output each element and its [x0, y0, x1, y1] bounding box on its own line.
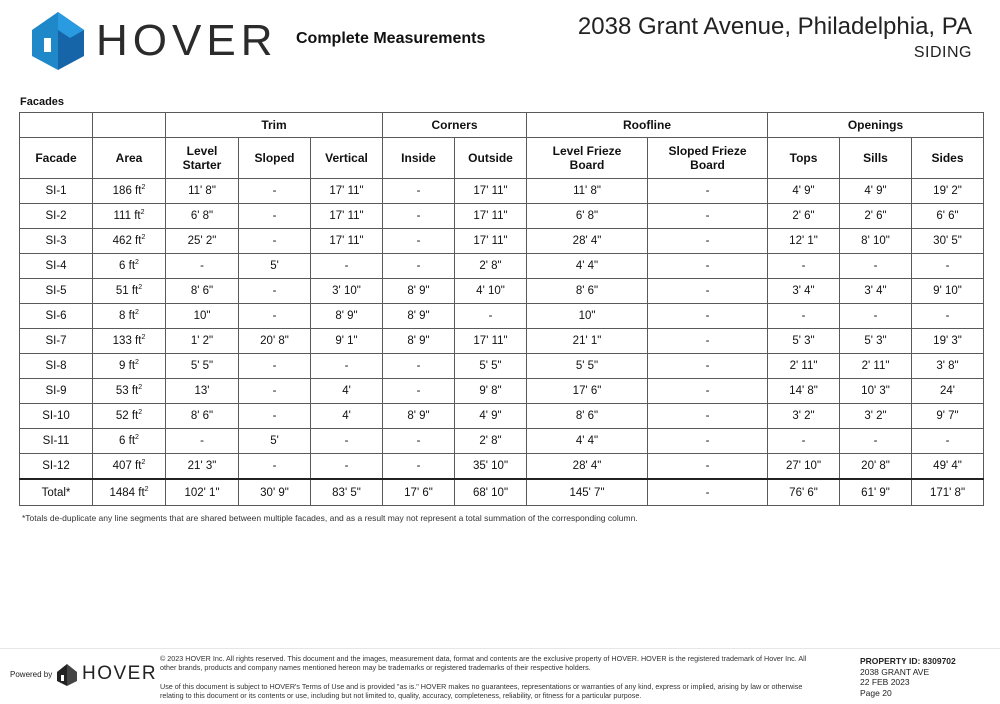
cell-sills: -	[840, 254, 912, 279]
cell-vertical: 3' 10"	[311, 279, 383, 304]
area-unit-exponent: 2	[135, 309, 139, 317]
property-short-address: 2038 GRANT AVE	[860, 666, 930, 677]
cell-sloped: 5'	[239, 254, 311, 279]
cell-area	[93, 229, 166, 254]
legal-terms: Use of this document is subject to HOVER's Terms of Use and is provided "as is." HOVER makes no guarantees, representations or warranties of any kind, express or implied, arising by law or otherwise relating to this document or its contents or use, including but not limited to, quality, accuracy, completeness, reliability, or fitness for a particular purpose.	[160, 682, 803, 700]
cell-outside: 17' 11"	[455, 229, 527, 254]
area-unit: ft	[128, 260, 136, 272]
cell-facade: SI-7	[20, 329, 93, 354]
area-unit: ft	[128, 435, 136, 447]
cell-sloped-frieze: -	[648, 279, 768, 304]
column-header-area: Area	[93, 138, 166, 179]
cell-facade: SI-12	[20, 454, 93, 480]
cell-level-frieze: 28' 4"	[527, 229, 648, 254]
cell-level-frieze: 28' 4"	[527, 454, 648, 480]
table-row	[20, 454, 984, 480]
cell-sloped: -	[239, 204, 311, 229]
cell-tops: 3' 4"	[768, 279, 840, 304]
cell-outside: -	[455, 304, 527, 329]
cell-tops: 2' 6"	[768, 204, 840, 229]
column-header-facade: Facade	[20, 138, 93, 179]
area-unit-exponent: 2	[141, 459, 146, 467]
cell-level-frieze: 21' 1"	[527, 329, 648, 354]
area-unit-exponent: 2	[138, 409, 143, 417]
cell-level-starter: 21' 3"	[166, 454, 239, 480]
cell-inside: -	[383, 454, 455, 480]
area-unit-exponent: 2	[144, 485, 149, 493]
cell-sides: 30' 5"	[912, 229, 984, 254]
cell-level-starter: 1' 2"	[166, 329, 239, 354]
cell-facade: SI-4	[20, 254, 93, 279]
cell-sills: -	[840, 429, 912, 454]
cell-level-starter: 102' 1"	[166, 479, 239, 506]
cell-sills: 3' 4"	[840, 279, 912, 304]
cell-sloped-frieze: -	[648, 379, 768, 404]
cell-level-starter: 6' 8"	[166, 204, 239, 229]
area-unit: ft	[131, 285, 139, 297]
cell-facade: SI-8	[20, 354, 93, 379]
area-unit-exponent: 2	[138, 384, 143, 392]
cell-sloped-frieze: -	[648, 404, 768, 429]
cell-facade: SI-11	[20, 429, 93, 454]
cell-tops: 14' 8"	[768, 379, 840, 404]
area-unit: ft	[128, 360, 136, 372]
area-unit: ft	[128, 310, 136, 322]
cell-outside: 5' 5"	[455, 354, 527, 379]
hover-footer-logo-icon	[56, 663, 78, 687]
cell-sides: 49' 4"	[912, 454, 984, 480]
cell-facade: SI-3	[20, 229, 93, 254]
cell-sloped: 30' 9"	[239, 479, 311, 506]
cell-facade: SI-2	[20, 204, 93, 229]
area-value: 9	[119, 360, 126, 372]
cell-vertical: 17' 11"	[311, 179, 383, 204]
table-row	[20, 429, 984, 454]
footer-brand-wordmark: HOVER	[82, 663, 158, 684]
cell-level-starter: -	[166, 254, 239, 279]
report-date: 22 FEB 2023	[860, 677, 910, 687]
report-type: SIDING	[913, 44, 972, 61]
cell-sides: 3' 8"	[912, 354, 984, 379]
group-header-blank	[20, 113, 93, 138]
column-header-inside: Inside	[383, 138, 455, 179]
property-id: PROPERTY ID: 8309702	[860, 656, 956, 666]
cell-area	[93, 454, 166, 480]
cell-inside: -	[383, 229, 455, 254]
table-row	[20, 404, 984, 429]
cell-vertical: 9' 1"	[311, 329, 383, 354]
cell-outside: 17' 11"	[455, 204, 527, 229]
area-value: 462	[112, 235, 132, 247]
cell-inside: -	[383, 254, 455, 279]
group-header-roofline: Roofline	[527, 113, 768, 138]
cell-level-starter: 13'	[166, 379, 239, 404]
column-header-tops: Tops	[768, 138, 840, 179]
cell-tops: 3' 2"	[768, 404, 840, 429]
area-unit-exponent: 2	[138, 284, 143, 292]
cell-sloped-frieze: -	[648, 329, 768, 354]
cell-facade: SI-10	[20, 404, 93, 429]
cell-sills: 2' 11"	[840, 354, 912, 379]
cell-sloped-frieze: -	[648, 354, 768, 379]
column-header-outside: Outside	[455, 138, 527, 179]
cell-outside: 2' 8"	[455, 254, 527, 279]
group-header-openings: Openings	[768, 113, 984, 138]
cell-level-frieze: 145' 7"	[527, 479, 648, 506]
cell-sides: -	[912, 429, 984, 454]
cell-inside: 8' 9"	[383, 329, 455, 354]
cell-vertical: -	[311, 354, 383, 379]
cell-level-frieze: 11' 8"	[527, 179, 648, 204]
property-meta	[860, 656, 956, 698]
cell-sills: 4' 9"	[840, 179, 912, 204]
property-address: 2038 Grant Avenue, Philadelphia, PA	[577, 13, 972, 40]
cell-sides: 6' 6"	[912, 204, 984, 229]
cell-tops: 27' 10"	[768, 454, 840, 480]
column-header-sills: Sills	[840, 138, 912, 179]
table-row	[20, 279, 984, 304]
area-unit: ft	[135, 460, 142, 472]
cell-sloped-frieze: -	[648, 454, 768, 480]
cell-outside: 17' 11"	[455, 179, 527, 204]
cell-outside: 17' 11"	[455, 329, 527, 354]
cell-sills: -	[840, 304, 912, 329]
cell-outside: 68' 10"	[455, 479, 527, 506]
cell-vertical: 8' 9"	[311, 304, 383, 329]
cell-sills: 2' 6"	[840, 204, 912, 229]
cell-area	[93, 279, 166, 304]
cell-facade: SI-5	[20, 279, 93, 304]
table-row	[20, 229, 984, 254]
area-unit-exponent: 2	[135, 259, 139, 267]
cell-sides: 19' 2"	[912, 179, 984, 204]
cell-facade: SI-6	[20, 304, 93, 329]
cell-sloped-frieze: -	[648, 229, 768, 254]
cell-sloped: 20' 8"	[239, 329, 311, 354]
cell-facade: SI-9	[20, 379, 93, 404]
cell-sloped: -	[239, 404, 311, 429]
cell-level-starter: 5' 5"	[166, 354, 239, 379]
total-row	[20, 479, 984, 506]
cell-level-starter: 8' 6"	[166, 279, 239, 304]
cell-tops: 4' 9"	[768, 179, 840, 204]
cell-area	[93, 354, 166, 379]
area-value: 6	[119, 260, 126, 272]
cell-level-frieze: 4' 4"	[527, 429, 648, 454]
cell-facade: SI-1	[20, 179, 93, 204]
cell-area	[93, 429, 166, 454]
cell-sills: 20' 8"	[840, 454, 912, 480]
cell-inside: -	[383, 354, 455, 379]
cell-area	[93, 404, 166, 429]
facades-table	[19, 112, 984, 506]
cell-vertical: 4'	[311, 404, 383, 429]
cell-area	[93, 179, 166, 204]
cell-level-frieze: 17' 6"	[527, 379, 648, 404]
cell-inside: 8' 9"	[383, 279, 455, 304]
column-header-row	[20, 138, 984, 179]
cell-sides: 19' 3"	[912, 329, 984, 354]
cell-area	[93, 379, 166, 404]
cell-level-frieze: 10"	[527, 304, 648, 329]
cell-tops: 12' 1"	[768, 229, 840, 254]
cell-level-frieze: 5' 5"	[527, 354, 648, 379]
area-unit-exponent: 2	[135, 434, 139, 442]
cell-tops: -	[768, 429, 840, 454]
area-value: 53	[115, 385, 129, 397]
cell-level-starter: 10"	[166, 304, 239, 329]
cell-inside: 8' 9"	[383, 304, 455, 329]
cell-level-starter: -	[166, 429, 239, 454]
cell-level-frieze: 8' 6"	[527, 404, 648, 429]
cell-sides: 9' 7"	[912, 404, 984, 429]
brand-wordmark: HOVER	[96, 16, 278, 65]
area-value: 52	[115, 410, 129, 422]
area-unit: ft	[131, 410, 139, 422]
cell-sloped: -	[239, 354, 311, 379]
section-label: Facades	[20, 96, 65, 108]
cell-sides: -	[912, 304, 984, 329]
cell-inside: -	[383, 429, 455, 454]
cell-sides: 171' 8"	[912, 479, 984, 506]
report-header	[0, 0, 1000, 90]
cell-sloped: 5'	[239, 429, 311, 454]
area-unit-exponent: 2	[141, 184, 146, 192]
area-unit: ft	[138, 486, 145, 499]
cell-sills: 3' 2"	[840, 404, 912, 429]
cell-sloped-frieze: -	[648, 304, 768, 329]
cell-outside: 35' 10"	[455, 454, 527, 480]
area-value: 407	[112, 460, 132, 472]
area-unit-exponent: 2	[135, 359, 139, 367]
cell-level-frieze: 8' 6"	[527, 279, 648, 304]
area-value: 111	[113, 210, 131, 222]
cell-sloped-frieze: -	[648, 254, 768, 279]
page-number: Page 20	[860, 687, 892, 698]
cell-tops: -	[768, 304, 840, 329]
cell-vertical: -	[311, 429, 383, 454]
cell-inside: -	[383, 204, 455, 229]
table-row	[20, 379, 984, 404]
column-header-vertical: Vertical	[311, 138, 383, 179]
legal-copyright: © 2023 HOVER Inc. All rights reserved. This document and the images, measurement data, format and contents are the exclusive property of HOVER. HOVER is the registered trademark of Hover Inc. All other brands, products and company names mentioned hereon may be trademarks or registered trademarks of their respective holders.	[160, 654, 807, 672]
group-header-trim: Trim	[166, 113, 383, 138]
column-header-level-frieze-board: Level Frieze Board	[527, 138, 648, 179]
cell-level-starter: 25' 2"	[166, 229, 239, 254]
cell-sides: -	[912, 254, 984, 279]
cell-level-starter: 8' 6"	[166, 404, 239, 429]
table-row	[20, 254, 984, 279]
cell-outside: 4' 9"	[455, 404, 527, 429]
cell-vertical: -	[311, 454, 383, 480]
footer-divider	[0, 648, 1000, 649]
cell-sills: 61' 9"	[840, 479, 912, 506]
cell-tops: 2' 11"	[768, 354, 840, 379]
cell-tops: 76' 6"	[768, 479, 840, 506]
area-unit: ft	[135, 185, 142, 197]
column-header-sloped-frieze-board: Sloped Frieze Board	[648, 138, 768, 179]
area-unit: ft	[135, 335, 142, 347]
cell-sloped: -	[239, 279, 311, 304]
cell-inside: -	[383, 379, 455, 404]
column-header-level-starter: Level Starter	[166, 138, 239, 179]
cell-facade: Total*	[20, 479, 93, 506]
cell-sloped-frieze: -	[648, 179, 768, 204]
table-row	[20, 304, 984, 329]
cell-area	[93, 254, 166, 279]
cell-vertical: 17' 11"	[311, 204, 383, 229]
facades-table-body	[20, 179, 984, 506]
cell-outside: 2' 8"	[455, 429, 527, 454]
table-row	[20, 204, 984, 229]
cell-level-starter: 11' 8"	[166, 179, 239, 204]
totals-footnote: *Totals de-duplicate any line segments that are shared between multiple facades, and as a result may not represent a total summation of the corresponding column.	[22, 513, 638, 523]
cell-area	[93, 329, 166, 354]
area-unit-exponent: 2	[141, 334, 146, 342]
area-value: 6	[119, 435, 126, 447]
report-title: Complete Measurements	[296, 30, 486, 47]
hover-house-logo-icon	[28, 8, 86, 70]
cell-tops: -	[768, 254, 840, 279]
powered-by-label: Powered by	[10, 670, 53, 679]
cell-sloped: -	[239, 229, 311, 254]
group-header-corners: Corners	[383, 113, 527, 138]
cell-area	[93, 304, 166, 329]
area-value: 1484	[109, 486, 136, 499]
cell-sloped-frieze: -	[648, 429, 768, 454]
cell-sides: 9' 10"	[912, 279, 984, 304]
cell-vertical: -	[311, 254, 383, 279]
cell-vertical: 83' 5"	[311, 479, 383, 506]
area-unit-exponent: 2	[140, 209, 145, 217]
area-unit: ft	[134, 210, 141, 222]
table-row	[20, 329, 984, 354]
cell-sloped: -	[239, 454, 311, 480]
cell-area	[93, 479, 166, 506]
area-unit-exponent: 2	[141, 234, 146, 242]
cell-vertical: 17' 11"	[311, 229, 383, 254]
area-value: 8	[119, 310, 126, 322]
cell-sills: 10' 3"	[840, 379, 912, 404]
cell-tops: 5' 3"	[768, 329, 840, 354]
cell-area	[93, 204, 166, 229]
cell-inside: 17' 6"	[383, 479, 455, 506]
cell-sloped: -	[239, 179, 311, 204]
column-header-sides: Sides	[912, 138, 984, 179]
group-header-row	[20, 113, 984, 138]
cell-sloped-frieze: -	[648, 204, 768, 229]
cell-sloped-frieze: -	[648, 479, 768, 506]
area-value: 133	[112, 335, 132, 347]
group-header-blank	[93, 113, 166, 138]
cell-inside: 8' 9"	[383, 404, 455, 429]
cell-level-frieze: 4' 4"	[527, 254, 648, 279]
area-value: 186	[112, 185, 132, 197]
cell-sills: 8' 10"	[840, 229, 912, 254]
cell-sloped: -	[239, 304, 311, 329]
cell-inside: -	[383, 179, 455, 204]
cell-outside: 9' 8"	[455, 379, 527, 404]
area-unit: ft	[131, 385, 139, 397]
cell-sides: 24'	[912, 379, 984, 404]
area-value: 51	[115, 285, 129, 297]
cell-sills: 5' 3"	[840, 329, 912, 354]
column-header-sloped: Sloped	[239, 138, 311, 179]
table-row	[20, 179, 984, 204]
cell-outside: 4' 10"	[455, 279, 527, 304]
cell-sloped: -	[239, 379, 311, 404]
area-unit: ft	[135, 235, 142, 247]
cell-vertical: 4'	[311, 379, 383, 404]
table-row	[20, 354, 984, 379]
cell-level-frieze: 6' 8"	[527, 204, 648, 229]
